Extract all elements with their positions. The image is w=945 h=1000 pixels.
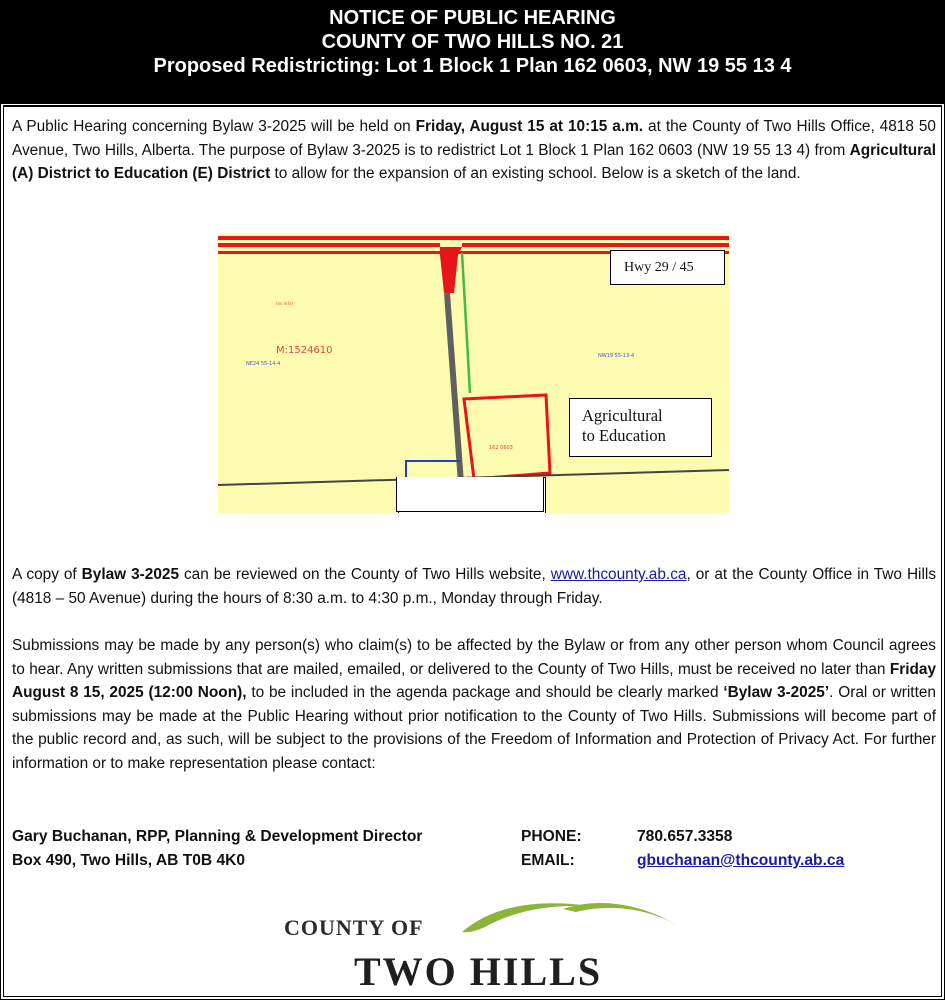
redistrict-change: Agricultural (A) District to Education (E) District: [12, 141, 936, 182]
contact-name: Gary Buchanan, RPP, Planning & Development Director: [12, 828, 423, 845]
logo-line2: TWO HILLS: [354, 949, 603, 993]
submissions-text-1: Submissions may be made by any person(s) who claim(s) to be affected by the Bylaw or from any other person whom Council agrees to hear. Any written submissions that are mailed, emailed, or delivered to the County of Two Hills, must be received no later than: [12, 637, 936, 678]
zone-change-label-box: [569, 398, 712, 457]
phone-number: 780.657.3358: [637, 828, 733, 845]
copy-text-3: , or at the County Office in Two Hills (4818 – 50 Avenue) during the hours of 8:30 a.m. to 4:30 p.m., Monday through Friday.: [12, 566, 937, 607]
copy-paragraph: [12, 563, 936, 610]
header-title: NOTICE OF PUBLIC HEARING: [329, 7, 616, 29]
phone-label: PHONE:: [521, 828, 582, 845]
header-county: COUNTY OF TWO HILLS NO. 21: [321, 31, 624, 53]
hwy-label-box: Hwy 29 / 45: [610, 250, 725, 285]
notice-header: [1, 1, 944, 104]
county-logo: [280, 897, 690, 993]
map-annotation: (no info): [276, 301, 293, 306]
hwy-boundary-line: [218, 236, 729, 240]
header-subject: Proposed Redistricting: Lot 1 Block 1 Plan 162 0603, NW 19 55 13 4: [153, 55, 792, 77]
contact-address: Box 490, Two Hills, AB T0B 4K0: [12, 852, 246, 869]
zone-label-line1: Agricultural: [582, 406, 663, 425]
parcel-left-id: M:1524610: [276, 345, 333, 356]
submissions-text-2: to be included in the agenda package and should be clearly marked: [246, 684, 724, 701]
road-label-box-bottom: [396, 477, 544, 512]
email-link[interactable]: gbuchanan@thcounty.ab.ca: [637, 852, 845, 869]
submissions-paragraph: [12, 634, 936, 775]
land-sketch-map: [218, 233, 729, 513]
copy-text-2: can be reviewed on the County of Two Hills website,: [179, 566, 551, 583]
hwy-boundary-line: [462, 243, 729, 247]
email-label: EMAIL:: [521, 852, 575, 869]
lot-plan-label: 162 0603: [489, 445, 513, 451]
intro-paragraph: [12, 115, 936, 186]
parcel-left-legal: NE24 55-14-4: [246, 361, 281, 367]
parcel-right-legal: NW19 55-13-4: [598, 353, 635, 359]
county-logo-svg: [280, 897, 690, 993]
logo-hill-swoosh-2: [563, 903, 678, 926]
website-link[interactable]: www.thcounty.ab.ca: [550, 566, 687, 583]
submissions-text-3: . Oral or written submissions may be made at the Public Hearing without prior notification to the County of Two Hills. Submissions will become part of the public record and, as such, will be subject to the provisions of the Freedom of Information and Protection of Privacy Act. For further information or to make representation please contact:: [12, 684, 936, 772]
submission-deadline: Friday August 8 15, 2025 (12:00 Noon),: [12, 660, 936, 701]
bylaw-name: Bylaw 3-2025: [81, 566, 180, 583]
zone-label-line2: to Education: [582, 426, 666, 445]
hwy-boundary-line: [218, 243, 440, 247]
notice-body: [3, 105, 942, 997]
intro-text-3: to allow for the expansion of an existing school. Below is a sketch of the land.: [270, 165, 801, 182]
logo-line1: COUNTY OF: [284, 915, 424, 940]
hearing-datetime: Friday, August 15 at 10:15 a.m.: [415, 118, 644, 135]
copy-text-1: A copy of: [12, 566, 82, 583]
submission-marking: ‘Bylaw 3-2025’: [723, 684, 830, 701]
intro-text-2: at the County of Two Hills Office, 4818 50 Avenue, Two Hills, Alberta. The purpose of Bylaw 3-2025 is to redistrict Lot 1 Block 1 Plan 162 0603 (NW 19 55 13 4) from: [12, 118, 936, 159]
intro-text-1: A Public Hearing concerning Bylaw 3-2025 will be held on: [12, 118, 416, 135]
